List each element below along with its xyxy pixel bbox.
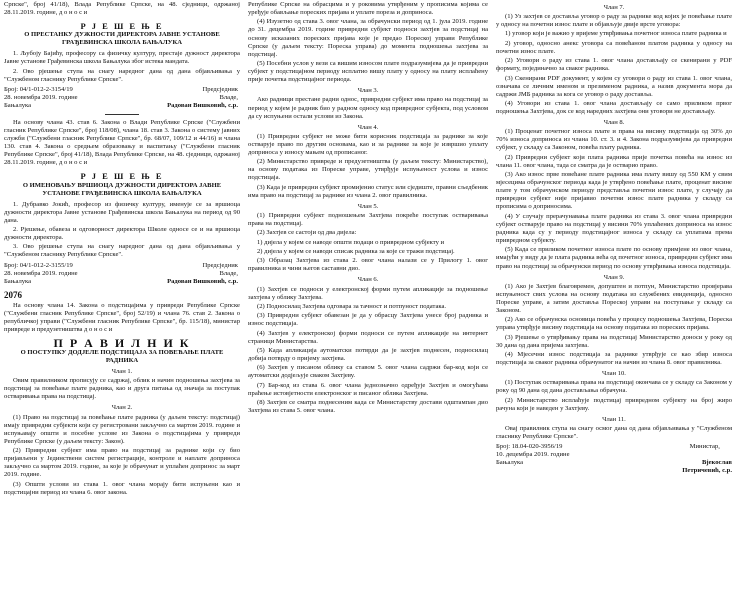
signatory-label: Предсједник — [202, 85, 238, 93]
article-paragraph: (2) Ако се обрачунска основица повећа у процесу подношења Захтјева, Пореска управа утврђује висину подстицаја на основу података из пореских пријава. — [496, 316, 732, 332]
article-paragraph: (3) Привредни субјект обавезан је да у обрасцу Захтјева унесе број радника и износ подстицаја. — [248, 312, 488, 328]
decision-subtitle: О ИМЕНОВАЊУ ВРШИОЦА ДУЖНОСТИ ДИРЕКТОРА ЈАВНЕ УСТАНОВЕ ГРАЂЕВИНСКА ШКОЛА БАЊАЛУКА — [22, 181, 222, 197]
article-paragraph: (8) Захтјев се сматра поднесеним када се Министарству достави одштампан дио Захтјева из става 5. овог члана. — [248, 399, 488, 415]
reference-number: Број: 04/1-012-2-3155/19 — [4, 261, 73, 269]
rulebook-title: П Р А В И Л Н И К — [53, 336, 191, 350]
article-heading: Члан 9. — [603, 273, 625, 281]
signature-block — [4, 262, 240, 286]
reference-number: Број: 04/1-012-2-3154/19 — [4, 85, 73, 93]
article-paragraph: (7) Бар-код из става 6. овог члана једнозначно одређује Захтјев и омогућава праћење истовјетности електронског и писаног облика Захтјева. — [248, 381, 488, 397]
article-paragraph: (2) Привредни субјект има право на подстицај за раднике који су био пријављени у Јединствени систем регистрације, контроле и наплате доприноса закључно са мартом 2019. године, за које је обрачунат и уплаћен допринос за март 2019. године. — [4, 447, 240, 479]
article-paragraph: (3) Када је привредни субјект промијенио статус или сједиште, правни сљедбеник има право на подстицај за раднике из члана 2. овог правилника. — [248, 183, 488, 199]
decision-paragraph: 1. Љубоју Бајићу, професору са физичку културу, престаје дужност директора Јавне установе Грађевинска школа Бањалука због истека мандата. — [4, 50, 240, 66]
article-paragraph: (3) Скенирани PDF документ, у којем су уговори о раду из става 1. овог члана, означава се личним именом и презименом радника, а назив документа мора да садржи ЈМБ радника за кога се уговор о раду доставља. — [496, 74, 732, 98]
place: Бањалука — [4, 101, 32, 109]
signatory-label: Министар, — [689, 443, 720, 451]
article-paragraph: (5) Када се приликом почетног износа плате по основу примјене из овог члана, имајући у виду да је плата радника већа од почетног износа, привредни субјект има право на подстицај за обрачунски период по основу утврђивања износа подстицаја. — [496, 246, 732, 270]
minister-signature-block — [496, 443, 732, 475]
place: Бањалука — [4, 277, 32, 285]
column-left — [4, 1, 240, 599]
article-paragraph: (4) Мјесечни износ подстицаја за раднике утврђује се као збир износа подстицаја за сваког радника обрачунатог на начин из члана 8. овог правилника. — [496, 351, 732, 367]
article-heading: Члан 7. — [603, 4, 625, 11]
legal-basis: На основу члана 14. Закона о подстицајима у привреди Републике Српске ("Службени гласник Републике Српске", број 52/19) и члана 76. став 2. Закона о републичкој управи ("Службени гласник Републике Српске", бр. 115/18), министар привреде и предузетништва д о н о с и — [4, 301, 240, 333]
article-heading: Члан 6. — [357, 276, 379, 284]
article-paragraph: (5) Посебни услов у вези са вишим износом плате подразумијева да је привредни субјект у подстицајном периоду исплатио вишу плату у односу на плату исплаћену прије почетка подстицајног периода. — [248, 60, 488, 84]
article-paragraph: (1) Привредни субјект подношењем Захтјева покреће поступак остваривања права на подстицај. — [248, 212, 488, 228]
article-paragraph: (1) Привредни субјект не може бити корисник подстицаја за раднике за које остварује право по другим основама, као и за раднике за које је извршио уплату доприноса у износу мањем од прописаног. — [248, 132, 488, 156]
signature-block — [4, 86, 240, 110]
signatory-name: Вјекослав Петричевић, с.р. — [682, 459, 732, 475]
article-heading: Члан 10. — [602, 370, 626, 378]
divider — [105, 114, 139, 115]
legal-basis: На основу члана 43. став 6. Закона о Влади Републике Српске ("Службени гласник Републике Српске", број 118/08), члана 18. став 3. Закона о систему јавних служби ("Службени гласник Републике Српске", бр. 68/07, 109/12 и 44/16) и члана 130. став 4. Закона о средњем образовању и васпитању ("Службени гласник Републике Српске", број 41/18), Влада Републике Српске, на 48. сједници, одржаној 28.11.2019. године, д о н о с и — [4, 118, 240, 167]
place: Бањалука — [496, 459, 524, 467]
article-paragraph: Републике Српске на обрасцима и у роковима утврђеним у прописима којима се уређује обављање пореских пријава и уплате пореза и доприноса. — [248, 1, 488, 17]
article-heading: Члан 4. — [357, 123, 379, 131]
article-heading: Члан 5. — [357, 202, 379, 210]
column-right — [496, 1, 732, 599]
article-heading: Члан 2. — [111, 404, 133, 412]
article-paragraph: (5) Када апликација аутоматски потврди да је захтјев поднесен, подносилац добија потврду о пријему захтјева. — [248, 346, 488, 362]
article-paragraph: (3) Ако износ прве повећане плате радника има плату вишу од 550 КМ у свим мјесецима обрачунског периода када је утврђено повећање плате, проценат висине плате у том обрачунском периоду представља почетни износ плате, у случају да привредни субјект није пријавио почетни износ плате радника у складу са прописима о доприносима. — [496, 171, 732, 211]
article-paragraph: 1) уговор који је важио у вријеме утврђивања почетног износа плате радника и — [505, 30, 727, 38]
article-paragraph: (2) Привредни субјект који плата радника прије почетка повећа на износ из члана 11. овог члана, тада се сматра да је остварио право. — [496, 153, 732, 169]
decision-subtitle: О ПРЕСТАНКУ ДУЖНОСТИ ДИРЕКТОРА ЈАВНЕ УСТАНОВЕ ГРАЂЕВИНСКА ШКОЛА БАЊАЛУКА — [24, 31, 220, 47]
date: 28. новембра 2019. године — [4, 269, 78, 277]
date: 28. новембра 2019. године — [4, 93, 78, 101]
reference-number: Број: 18.04-020-3956/19 — [496, 443, 563, 451]
article-paragraph: (4) Уговори из става 1. овог члана достављају се само приликом првог подношења Захтјева, док се код наредних захтјева они уговори не достављају. — [496, 99, 732, 116]
article-paragraph: (3) Рјешење о утврђивању права на подстицај Министарство доноси у року од 30 дана од дана пријема захтјева. — [496, 333, 732, 349]
decision-title: Р Ј Е Ш Е Њ Е — [80, 21, 164, 32]
article-paragraph: Ако радници престане радни однос, привредни субјект има право на подстицај за период у којем је радник био у радном односу код привредног субјекта, под условом да су испуњени остали услови из Закона. — [248, 96, 488, 120]
article-paragraph: (3) Образац Захтјева из става 2. овог члана налази се у Прилогу 1. овог правилника и чини његов саставни дио. — [248, 257, 488, 273]
article-paragraph: (1) Захтјев се подноси у електронској форми путем апликације за подношење захтјева у облику Захтјева. — [248, 285, 488, 301]
article-heading: Члан 8. — [603, 119, 625, 127]
article-paragraph: (4) Захтјев у електронској форми подноси се путем апликације на интернет страници Министарства. — [248, 329, 488, 345]
article-heading: Члан 11. — [602, 415, 626, 423]
column-middle — [248, 1, 488, 599]
article-paragraph: 2) уговор, односно анекс уговора са повећаном платом радника у односу на почетни износ плате. — [496, 39, 732, 55]
article-paragraph: (2) Уговори о раду из става 1. овог члана достављају се скенирани у PDF формату, појединачно за сваког радника. — [496, 57, 732, 73]
decision-paragraph: 1. Дубравко Јокић, професор из физичку културу, именује се за вршиоца дужности директора Јавне установе Грађевинска школа Бањалука на период од 90 дана. — [4, 200, 240, 224]
article-paragraph: 2) дијела у којем се наводи списак радника за које се тражи подстицај. — [257, 247, 455, 255]
decision-paragraph: 2. Рјешење, обавеза и одговорност директора Школе односе се и на вршиоца дужности директора. — [4, 225, 240, 242]
article-paragraph: (1) Проценат почетног износа плате и права на висину подстицаја од 30% до 70% износа доприноса из члана 10. ст. 3. и 4. Закона подразумијева да привредни субјект, у складу са Законом, повећа плату радника. — [496, 128, 732, 152]
signatory-title: Владе, — [219, 93, 238, 101]
decision-title: Р Ј Е Ш Е Њ Е — [80, 171, 164, 182]
article-paragraph: (1) Право на подстицај за повећање плате радника (у даљем тексту: подстицај) имају привредни субјекти који су регистровани закључно са мартом 2019. године и испуњавају општи и посебне услове из Закона о подстицајима у привреди Републике Српске (у даљем тексту: Закон). — [4, 413, 240, 445]
article-paragraph: (2) Подносилац Захтјева одговара за тачност и потпуност података. — [257, 302, 447, 310]
article-paragraph: (3) Општи услови из става 1. овог члана морају бити испуњени као и подстицајни период из члана 6. овог закона. — [4, 480, 240, 496]
article-paragraph: (1) Ако је Захтјев благовремен, допуштен и потпун, Министарство провјерава испуњеност свих услова на основу података из службених евиденција, односно Пореске управе, а затим доставља Пореској управи на поступање у складу са Законом. — [496, 282, 732, 314]
article-paragraph: (2) Министарство привреде и предузетништва (у даљем тексту: Министарство), на основу података из Пореске управе, утврђује испуњеност услова и износ подстицаја. — [248, 158, 488, 182]
signatory-name: Радован Вишковић, с.р. — [167, 277, 238, 285]
article-paragraph: Овај правилник ступа на снагу осмог дана од дана објављивања у "Службеном гласнику Републике Српске". — [496, 424, 732, 441]
date: 10. децембра 2019. године — [496, 451, 570, 459]
article-paragraph: 1) дијела у којем се наводе општи подаци о привредном субјекту и — [257, 238, 445, 246]
article-paragraph: (2) Министарство исплаћује подстицај привредном субјекту на број жиро рачуна који је наведен у Захтјеву. — [496, 396, 732, 412]
article-paragraph: (4) У случају прерачунавања плате радника из става 3. овог члана привредни субјект остварује право на подстицај у висини 70% уплаћених доприноса на износ радника када су у периоду подстицајног износа у складу са уплатама према привредном субјекту. — [496, 212, 732, 245]
act-number: 2076 — [4, 289, 22, 300]
intro-text: Српске", број 41/18), Влада Републике Српске, на 48. сједници, одржаној 28.11.2019. године, д о н о с и — [4, 1, 240, 17]
signatory-title: Владе, — [219, 269, 238, 277]
article-paragraph: (4) Изузетно од става 3. овог члана, за обрачунски период од 1. јула 2019. године до 31. децембра 2019. године привредни субјект подноси захтјев за подстицај на основу исказаних пореских пријава које је предао Пореској управи Републике Српске (у даљем тексту: Пореска управа) до момента подношења захтјева за подстицај. — [248, 18, 488, 58]
signatory-name: Радован Вишковић, с.р. — [167, 101, 238, 109]
article-heading: Члан 1. — [111, 368, 133, 376]
decision-paragraph: 3. Ово рјешење ступа на снагу наредног дана од дана објављивања у "Службеном гласнику Републике Српске". — [4, 243, 240, 259]
signatory-label: Предсједник — [202, 261, 238, 269]
decision-paragraph: 2. Ово рјешење ступа на снагу наредног дана од дана објављивања у "Службеном гласнику Републике Српске". — [4, 67, 240, 83]
article-heading: Члан 3. — [357, 87, 379, 95]
article-paragraph: (6) Захтјев у писаном облику са ставом 5. овог члана садржи бар-код који се аутоматски додјељује сваком Захтјеву. — [248, 364, 488, 380]
article-paragraph: (2) Захтјев се састоји од два дијела: — [257, 229, 357, 237]
rulebook-subtitle: О ПОСТУПКУ ДОДЈЕЛЕ ПОДСТИЦАЈА ЗА ПОВЕЋАЊЕ ПЛАТЕ РАДНИКА — [20, 349, 224, 365]
article-paragraph: Овим правилником прописују се садржај, облик и начин подношења захтјева за подстицај за повећање плате радника, као и друга питања од значаја за поступак остваривања права на подстицај. — [4, 377, 240, 401]
article-paragraph: (1) Уз захтјев се доставља уговор о раду за раднике код којих је повећање плате у односу на почетни износ плате и објављује двије врсте уговора: — [496, 13, 732, 29]
article-paragraph: (1) Поступак остваривања права на подстицај окончава се у складу са Законом у року од 90 дана од дана достављања обрачуна. — [496, 379, 732, 395]
